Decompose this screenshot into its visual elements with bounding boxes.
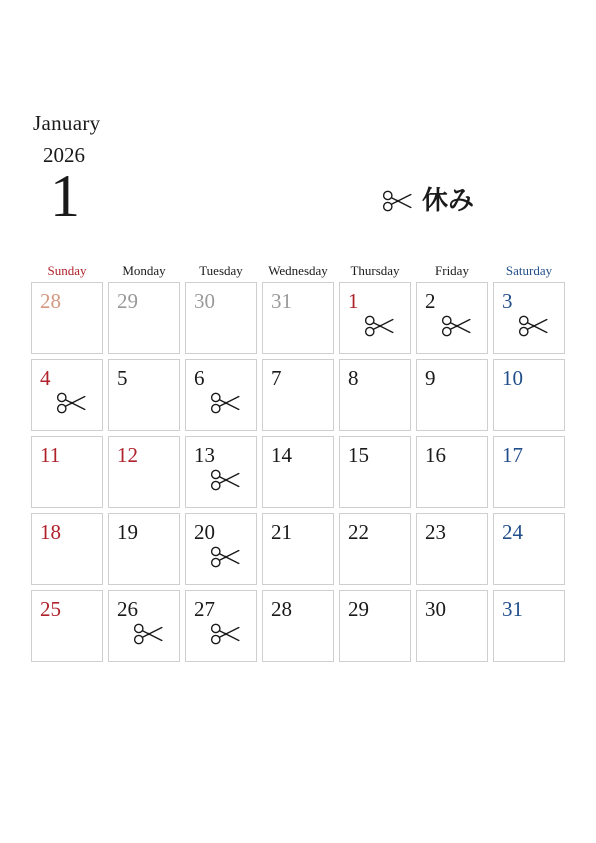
day-cell xyxy=(108,282,180,354)
day-cell xyxy=(31,282,103,354)
day-cell xyxy=(339,590,411,662)
day-cell xyxy=(416,359,488,431)
weekday-thursday: Thursday xyxy=(350,263,400,278)
day-cell xyxy=(262,436,334,508)
day-cell xyxy=(493,513,565,585)
day-cell xyxy=(339,513,411,585)
day-cell xyxy=(339,436,411,508)
day-cell xyxy=(185,436,257,508)
day-cell xyxy=(493,590,565,662)
weekday-saturday: Saturday xyxy=(505,263,553,278)
day-number: 4 xyxy=(40,366,51,390)
scissors-icon xyxy=(131,622,165,646)
scissors-icon xyxy=(208,468,242,492)
day-number: 11 xyxy=(40,443,61,467)
legend-label: 休み xyxy=(422,186,475,216)
day-number: 27 xyxy=(194,597,215,621)
year-label: 2026 xyxy=(43,143,85,167)
day-cell xyxy=(108,513,180,585)
day-number: 24 xyxy=(502,520,523,544)
day-cell xyxy=(185,359,257,431)
weekday-sunday: Sunday xyxy=(47,263,87,278)
day-cell xyxy=(185,282,257,354)
scissors-icon xyxy=(208,545,242,569)
day-number: 8 xyxy=(348,366,359,390)
scissors-icon xyxy=(516,314,550,338)
day-number: 25 xyxy=(40,597,61,621)
weekday-tuesday: Tuesday xyxy=(199,263,243,278)
day-number: 30 xyxy=(425,597,446,621)
day-cell xyxy=(416,436,488,508)
scissors-icon xyxy=(380,189,414,213)
day-number: 29 xyxy=(117,289,138,313)
day-cell xyxy=(262,590,334,662)
day-number: 15 xyxy=(348,443,369,467)
day-number: 12 xyxy=(117,443,138,467)
weekday-header xyxy=(31,262,565,280)
day-cell xyxy=(31,359,103,431)
day-cell xyxy=(262,282,334,354)
day-cell xyxy=(493,282,565,354)
day-number: 13 xyxy=(194,443,215,467)
day-number: 16 xyxy=(425,443,446,467)
day-number: 5 xyxy=(117,366,128,390)
weekday-monday: Monday xyxy=(122,263,166,278)
month-name: January xyxy=(33,111,101,135)
scissors-icon xyxy=(208,391,242,415)
day-number: 26 xyxy=(117,597,138,621)
day-number: 28 xyxy=(40,289,61,313)
day-number: 1 xyxy=(348,289,359,313)
scissors-icon xyxy=(54,391,88,415)
day-number: 3 xyxy=(502,289,513,313)
day-number: 31 xyxy=(271,289,292,313)
calendar-grid xyxy=(31,282,565,662)
day-number: 14 xyxy=(271,443,292,467)
day-number: 23 xyxy=(425,520,446,544)
day-cell xyxy=(185,513,257,585)
scissors-icon xyxy=(362,314,396,338)
day-cell xyxy=(493,359,565,431)
scissors-icon xyxy=(208,622,242,646)
day-cell xyxy=(493,436,565,508)
day-cell xyxy=(31,590,103,662)
day-number: 30 xyxy=(194,289,215,313)
weekday-friday: Friday xyxy=(435,263,469,278)
day-number: 28 xyxy=(271,597,292,621)
day-number: 7 xyxy=(271,366,282,390)
day-cell xyxy=(416,513,488,585)
day-number: 20 xyxy=(194,520,215,544)
month-number: 1 xyxy=(50,163,80,229)
day-number: 19 xyxy=(117,520,138,544)
scissors-icon xyxy=(439,314,473,338)
day-cell xyxy=(31,436,103,508)
day-number: 2 xyxy=(425,289,436,313)
day-cell xyxy=(339,282,411,354)
day-number: 31 xyxy=(502,597,523,621)
day-number: 18 xyxy=(40,520,61,544)
day-cell xyxy=(262,513,334,585)
day-cell xyxy=(416,590,488,662)
day-cell xyxy=(416,282,488,354)
day-number: 9 xyxy=(425,366,436,390)
legend xyxy=(380,185,474,217)
day-number: 6 xyxy=(194,366,205,390)
day-cell xyxy=(262,359,334,431)
day-number: 29 xyxy=(348,597,369,621)
day-cell xyxy=(108,359,180,431)
day-number: 21 xyxy=(271,520,292,544)
day-cell xyxy=(108,590,180,662)
day-cell xyxy=(339,359,411,431)
day-cell xyxy=(31,513,103,585)
day-cell xyxy=(185,590,257,662)
day-number: 22 xyxy=(348,520,369,544)
weekday-wednesday: Wednesday xyxy=(268,263,328,278)
day-number: 17 xyxy=(502,443,523,467)
day-number: 10 xyxy=(502,366,523,390)
day-cell xyxy=(108,436,180,508)
